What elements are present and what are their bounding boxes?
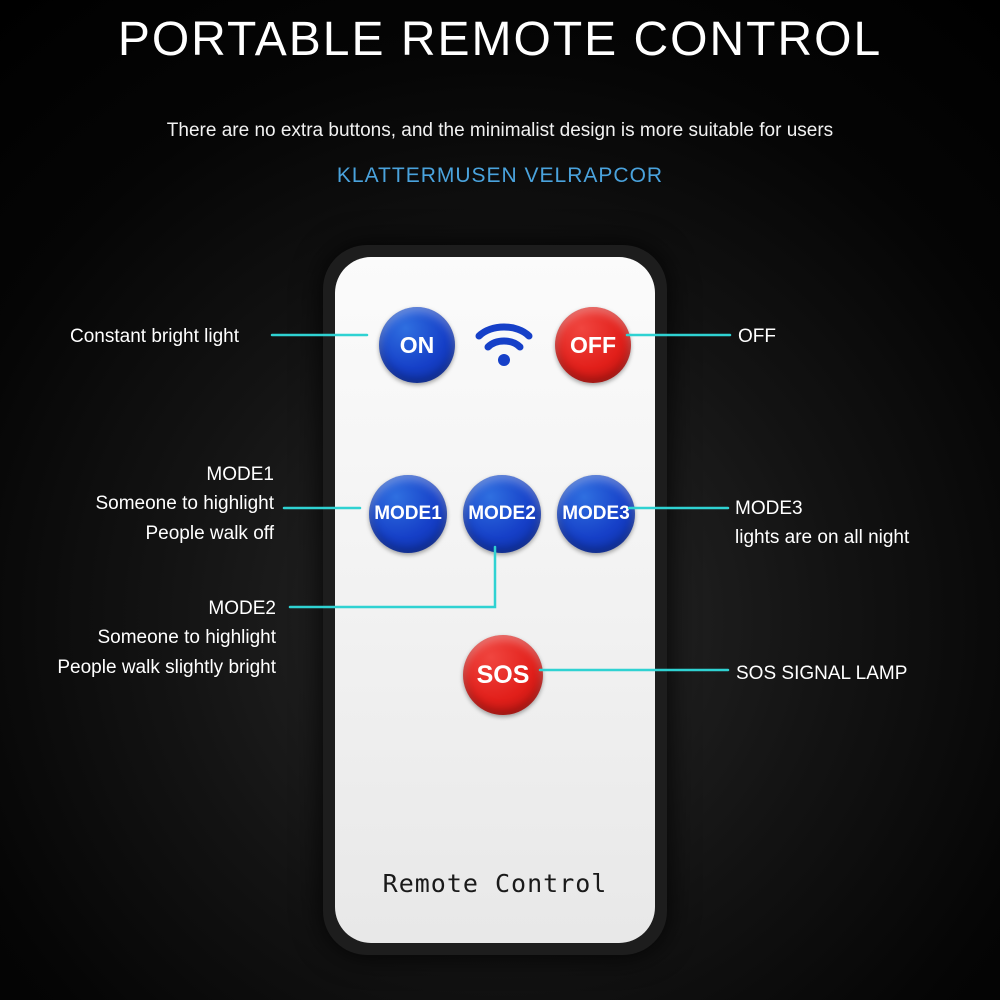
callout-mode3-line1: MODE3 xyxy=(735,498,803,519)
callout-mode1 xyxy=(34,460,274,548)
remote-button-on[interactable]: ON xyxy=(379,307,455,383)
callout-mode2-line2: Someone to highlight xyxy=(97,627,276,649)
remote-button-off[interactable]: OFF xyxy=(555,307,631,383)
callout-sos: SOS SIGNAL LAMP xyxy=(736,663,908,684)
callout-mode2-line3: People walk slightly bright xyxy=(57,656,276,678)
remote-button-sos[interactable]: SOS xyxy=(463,635,543,715)
callout-mode1-line1: MODE1 xyxy=(206,464,274,485)
remote-control-device xyxy=(323,245,667,955)
remote-faceplate xyxy=(335,257,655,943)
callout-mode3-line2: lights are on all night xyxy=(735,527,910,549)
callout-mode1-line2: Someone to highlight xyxy=(95,493,274,515)
page-title: PORTABLE REMOTE CONTROL xyxy=(117,13,883,66)
callout-mode3 xyxy=(735,494,985,553)
remote-footer-label: Remote Control xyxy=(382,869,608,898)
callout-mode1-line3: People walk off xyxy=(145,522,274,544)
callout-constant-bright: Constant bright light xyxy=(70,326,239,347)
brand-name: KLATTERMUSEN VELRAPCOR xyxy=(336,164,664,187)
remote-button-mode2[interactable]: MODE2 xyxy=(463,475,541,553)
callout-mode2-line1: MODE2 xyxy=(208,598,276,619)
callout-mode2 xyxy=(28,594,276,682)
remote-button-mode3[interactable]: MODE3 xyxy=(557,475,635,553)
wifi-signal-icon xyxy=(473,319,535,371)
callout-off: OFF xyxy=(738,326,776,347)
remote-button-mode1[interactable]: MODE1 xyxy=(369,475,447,553)
page-subtitle: There are no extra buttons, and the minimalist design is more suitable for users xyxy=(166,120,834,141)
